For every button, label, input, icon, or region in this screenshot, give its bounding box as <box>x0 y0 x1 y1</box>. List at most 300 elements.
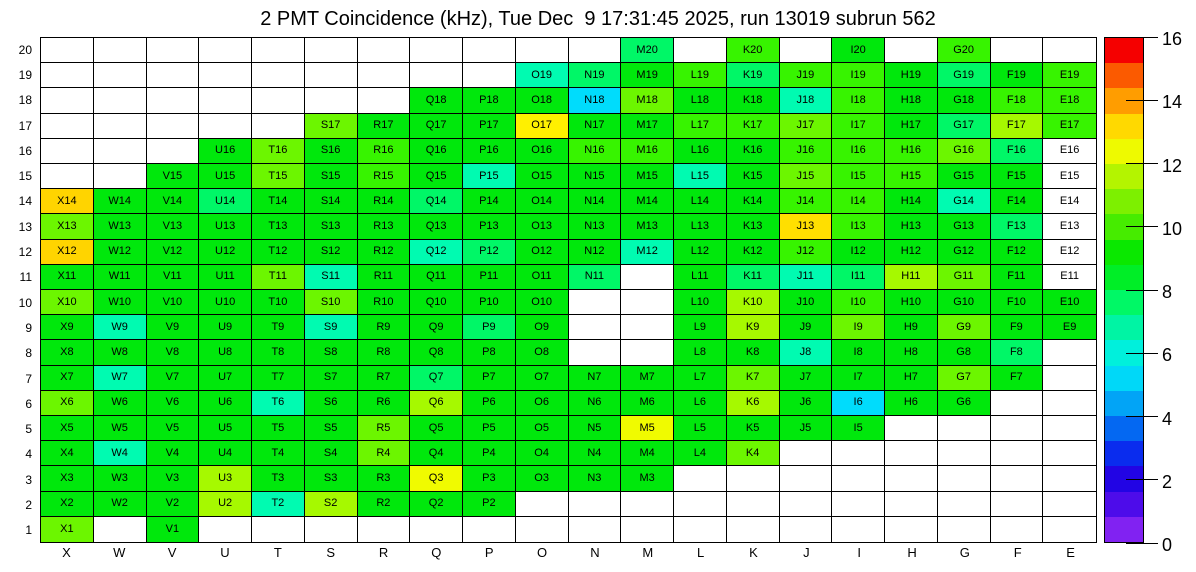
cell-empty-W17 <box>94 114 147 139</box>
cell-R9: R9 <box>358 315 411 340</box>
cell-U2: U2 <box>199 492 252 517</box>
cell-empty-I1 <box>832 517 885 542</box>
cell-empty-V16 <box>147 139 200 164</box>
cell-empty-T20 <box>252 38 305 63</box>
cell-W4: W4 <box>94 441 147 466</box>
cell-G14: G14 <box>938 189 991 214</box>
cell-P3: P3 <box>463 466 516 491</box>
cell-V11: V11 <box>147 265 200 290</box>
cell-X12: X12 <box>41 240 94 265</box>
cell-empty-H4 <box>885 441 938 466</box>
cell-T13: T13 <box>252 214 305 239</box>
cell-S6: S6 <box>305 391 358 416</box>
cell-O7: O7 <box>516 366 569 391</box>
chart-title: 2 PMT Coincidence (kHz), Tue Dec 9 17:31:45 2025, run 13019 subrun 562 <box>260 8 936 30</box>
cell-J19: J19 <box>780 63 833 88</box>
cell-K9: K9 <box>727 315 780 340</box>
cell-I10: I10 <box>832 290 885 315</box>
cell-M6: M6 <box>621 391 674 416</box>
cell-I19: I19 <box>832 63 885 88</box>
y-axis-label-4: 4 <box>25 447 32 462</box>
y-axis-label-13: 13 <box>18 219 32 234</box>
cell-R2: R2 <box>358 492 411 517</box>
cell-empty-N2 <box>569 492 622 517</box>
cell-O14: O14 <box>516 189 569 214</box>
cell-H9: H9 <box>885 315 938 340</box>
cell-P13: P13 <box>463 214 516 239</box>
x-axis-label-J: J <box>803 545 810 560</box>
colorbar-tick-14 <box>1126 100 1158 101</box>
cell-L14: L14 <box>674 189 727 214</box>
cell-empty-X18 <box>41 88 94 113</box>
cell-empty-W19 <box>94 63 147 88</box>
cell-empty-F6 <box>991 391 1044 416</box>
cell-S2: S2 <box>305 492 358 517</box>
cell-X6: X6 <box>41 391 94 416</box>
cell-empty-E4 <box>1043 441 1096 466</box>
colorbar-band-3 <box>1105 441 1143 466</box>
y-axis-label-2: 2 <box>25 498 32 513</box>
cell-J6: J6 <box>780 391 833 416</box>
cell-Q17: Q17 <box>410 114 463 139</box>
cell-U8: U8 <box>199 340 252 365</box>
cell-K5: K5 <box>727 416 780 441</box>
cell-J18: J18 <box>780 88 833 113</box>
cell-empty-L1 <box>674 517 727 542</box>
cell-X9: X9 <box>41 315 94 340</box>
cell-O15: O15 <box>516 164 569 189</box>
cell-T5: T5 <box>252 416 305 441</box>
x-axis-label-P: P <box>484 545 494 560</box>
cell-L5: L5 <box>674 416 727 441</box>
y-axis-label-18: 18 <box>18 93 32 108</box>
cell-empty-J3 <box>780 466 833 491</box>
cell-empty-H20 <box>885 38 938 63</box>
x-axis-label-T: T <box>273 545 282 560</box>
cell-K17: K17 <box>727 114 780 139</box>
colorbar-tick-label-14: 14 <box>1162 92 1183 113</box>
colorbar-tick-label-8: 8 <box>1162 282 1173 302</box>
cell-L11: L11 <box>674 265 727 290</box>
cell-T2: T2 <box>252 492 305 517</box>
cell-empty-R20 <box>358 38 411 63</box>
x-axis-label-V: V <box>167 545 177 560</box>
cell-empty-H2 <box>885 492 938 517</box>
y-axis-label-10: 10 <box>18 295 32 310</box>
cell-R13: R13 <box>358 214 411 239</box>
colorbar-tick-4 <box>1126 416 1158 417</box>
cell-N18: N18 <box>569 88 622 113</box>
colorbar-band-14 <box>1105 164 1143 189</box>
cell-E16: E16 <box>1043 139 1096 164</box>
cell-H17: H17 <box>885 114 938 139</box>
cell-empty-F4 <box>991 441 1044 466</box>
cell-F16: F16 <box>991 139 1044 164</box>
cell-empty-U20 <box>199 38 252 63</box>
cell-W8: W8 <box>94 340 147 365</box>
cell-I7: I7 <box>832 366 885 391</box>
cell-U5: U5 <box>199 416 252 441</box>
cell-P8: P8 <box>463 340 516 365</box>
cell-S9: S9 <box>305 315 358 340</box>
cell-empty-Q1 <box>410 517 463 542</box>
cell-empty-X20 <box>41 38 94 63</box>
cell-S11: S11 <box>305 265 358 290</box>
cell-U15: U15 <box>199 164 252 189</box>
cell-T9: T9 <box>252 315 305 340</box>
cell-L18: L18 <box>674 88 727 113</box>
cell-M17: M17 <box>621 114 674 139</box>
x-axis-label-R: R <box>378 545 389 560</box>
colorbar-tick-10 <box>1126 226 1158 227</box>
cell-empty-G2 <box>938 492 991 517</box>
cell-empty-E20 <box>1043 38 1096 63</box>
cell-H15: H15 <box>885 164 938 189</box>
cell-H14: H14 <box>885 189 938 214</box>
colorbar-band-13 <box>1105 189 1143 214</box>
cell-H8: H8 <box>885 340 938 365</box>
cell-empty-X17 <box>41 114 94 139</box>
cell-empty-M8 <box>621 340 674 365</box>
cell-empty-F1 <box>991 517 1044 542</box>
cell-F18: F18 <box>991 88 1044 113</box>
cell-empty-I3 <box>832 466 885 491</box>
cell-X14: X14 <box>41 189 94 214</box>
cell-W14: W14 <box>94 189 147 214</box>
cell-I8: I8 <box>832 340 885 365</box>
cell-G16: G16 <box>938 139 991 164</box>
cell-K6: K6 <box>727 391 780 416</box>
colorbar-tick-6 <box>1126 353 1158 354</box>
cell-empty-R19 <box>358 63 411 88</box>
cell-I12: I12 <box>832 240 885 265</box>
cell-empty-E8 <box>1043 340 1096 365</box>
cell-O11: O11 <box>516 265 569 290</box>
cell-Q4: Q4 <box>410 441 463 466</box>
cell-K10: K10 <box>727 290 780 315</box>
cell-G18: G18 <box>938 88 991 113</box>
x-axis-label-L: L <box>697 545 705 560</box>
cell-L10: L10 <box>674 290 727 315</box>
cell-T4: T4 <box>252 441 305 466</box>
cell-Q16: Q16 <box>410 139 463 164</box>
cell-I11: I11 <box>832 265 885 290</box>
cell-S8: S8 <box>305 340 358 365</box>
cell-E12: E12 <box>1043 240 1096 265</box>
cell-G12: G12 <box>938 240 991 265</box>
cell-S7: S7 <box>305 366 358 391</box>
cell-L8: L8 <box>674 340 727 365</box>
cell-N7: N7 <box>569 366 622 391</box>
cell-empty-O1 <box>516 517 569 542</box>
cell-J10: J10 <box>780 290 833 315</box>
cell-S16: S16 <box>305 139 358 164</box>
cell-J17: J17 <box>780 114 833 139</box>
cell-P15: P15 <box>463 164 516 189</box>
cell-V14: V14 <box>147 189 200 214</box>
colorbar-band-4 <box>1105 416 1143 441</box>
x-axis-label-E: E <box>1066 545 1075 560</box>
x-axis-label-Q: Q <box>431 545 442 560</box>
cell-H12: H12 <box>885 240 938 265</box>
cell-P4: P4 <box>463 441 516 466</box>
cell-P11: P11 <box>463 265 516 290</box>
cell-W13: W13 <box>94 214 147 239</box>
cell-Q7: Q7 <box>410 366 463 391</box>
cell-R15: R15 <box>358 164 411 189</box>
cell-empty-H1 <box>885 517 938 542</box>
cell-K16: K16 <box>727 139 780 164</box>
cell-M5: M5 <box>621 416 674 441</box>
cell-F9: F9 <box>991 315 1044 340</box>
cell-G6: G6 <box>938 391 991 416</box>
cell-empty-E2 <box>1043 492 1096 517</box>
cell-N4: N4 <box>569 441 622 466</box>
cell-K18: K18 <box>727 88 780 113</box>
cell-V6: V6 <box>147 391 200 416</box>
cell-I16: I16 <box>832 139 885 164</box>
cell-empty-F2 <box>991 492 1044 517</box>
cell-P9: P9 <box>463 315 516 340</box>
colorbar-band-15 <box>1105 139 1143 164</box>
cell-empty-M1 <box>621 517 674 542</box>
colorbar-tick-label-16: 16 <box>1162 29 1183 49</box>
cell-U4: U4 <box>199 441 252 466</box>
y-axis-label-8: 8 <box>25 346 32 361</box>
cell-O8: O8 <box>516 340 569 365</box>
y-axis-label-7: 7 <box>25 371 32 386</box>
cell-empty-W15 <box>94 164 147 189</box>
plot-frame <box>40 37 1097 543</box>
cell-J13: J13 <box>780 214 833 239</box>
cell-X8: X8 <box>41 340 94 365</box>
cell-W10: W10 <box>94 290 147 315</box>
cell-J14: J14 <box>780 189 833 214</box>
cell-I13: I13 <box>832 214 885 239</box>
cell-U9: U9 <box>199 315 252 340</box>
cell-X4: X4 <box>41 441 94 466</box>
cell-M13: M13 <box>621 214 674 239</box>
cell-empty-W20 <box>94 38 147 63</box>
cell-F13: F13 <box>991 214 1044 239</box>
cell-H19: H19 <box>885 63 938 88</box>
colorbar-tick-label-4: 4 <box>1162 408 1173 429</box>
cell-Q10: Q10 <box>410 290 463 315</box>
cell-Q8: Q8 <box>410 340 463 365</box>
colorbar-band-9 <box>1105 290 1143 315</box>
cell-U12: U12 <box>199 240 252 265</box>
cell-U16: U16 <box>199 139 252 164</box>
cell-V8: V8 <box>147 340 200 365</box>
cell-F10: F10 <box>991 290 1044 315</box>
cell-empty-R18 <box>358 88 411 113</box>
colorbar-tick-16 <box>1126 37 1158 38</box>
cell-empty-G1 <box>938 517 991 542</box>
cell-U7: U7 <box>199 366 252 391</box>
cell-empty-K1 <box>727 517 780 542</box>
plot-grid <box>41 38 1096 542</box>
cell-empty-W16 <box>94 139 147 164</box>
colorbar-band-11 <box>1105 240 1143 265</box>
y-axis-label-5: 5 <box>25 422 32 437</box>
cell-M12: M12 <box>621 240 674 265</box>
cell-P16: P16 <box>463 139 516 164</box>
x-axis-label-O: O <box>537 545 548 560</box>
cell-U14: U14 <box>199 189 252 214</box>
cell-empty-L3 <box>674 466 727 491</box>
cell-E15: E15 <box>1043 164 1096 189</box>
cell-empty-O2 <box>516 492 569 517</box>
cell-P12: P12 <box>463 240 516 265</box>
cell-empty-V20 <box>147 38 200 63</box>
cell-empty-F3 <box>991 466 1044 491</box>
cell-G11: G11 <box>938 265 991 290</box>
cell-K12: K12 <box>727 240 780 265</box>
cell-J11: J11 <box>780 265 833 290</box>
cell-empty-J1 <box>780 517 833 542</box>
colorbar-tick-8 <box>1126 290 1158 291</box>
y-axis-label-9: 9 <box>25 320 32 335</box>
cell-empty-N9 <box>569 315 622 340</box>
cell-F11: F11 <box>991 265 1044 290</box>
cell-N16: N16 <box>569 139 622 164</box>
cell-T12: T12 <box>252 240 305 265</box>
cell-empty-J4 <box>780 441 833 466</box>
x-axis-label-I: I <box>857 545 861 560</box>
cell-H11: H11 <box>885 265 938 290</box>
colorbar-tick-2 <box>1126 479 1158 480</box>
cell-F8: F8 <box>991 340 1044 365</box>
y-axis-label-1: 1 <box>25 523 32 538</box>
cell-W12: W12 <box>94 240 147 265</box>
cell-I15: I15 <box>832 164 885 189</box>
cell-empty-H3 <box>885 466 938 491</box>
cell-L13: L13 <box>674 214 727 239</box>
cell-L6: L6 <box>674 391 727 416</box>
cell-R12: R12 <box>358 240 411 265</box>
cell-T7: T7 <box>252 366 305 391</box>
cell-empty-S19 <box>305 63 358 88</box>
cell-G9: G9 <box>938 315 991 340</box>
cell-V7: V7 <box>147 366 200 391</box>
cell-empty-S18 <box>305 88 358 113</box>
cell-V9: V9 <box>147 315 200 340</box>
cell-T11: T11 <box>252 265 305 290</box>
y-axis-label-15: 15 <box>18 169 32 184</box>
cell-M7: M7 <box>621 366 674 391</box>
cell-O13: O13 <box>516 214 569 239</box>
cell-empty-E7 <box>1043 366 1096 391</box>
cell-E10: E10 <box>1043 290 1096 315</box>
cell-L4: L4 <box>674 441 727 466</box>
cell-empty-V17 <box>147 114 200 139</box>
cell-R17: R17 <box>358 114 411 139</box>
cell-empty-T1 <box>252 517 305 542</box>
cell-J15: J15 <box>780 164 833 189</box>
cell-empty-M11 <box>621 265 674 290</box>
cell-E14: E14 <box>1043 189 1096 214</box>
cell-empty-N8 <box>569 340 622 365</box>
cell-R3: R3 <box>358 466 411 491</box>
colorbar-tick-12 <box>1126 163 1158 164</box>
x-axis-label-N: N <box>590 545 600 560</box>
x-axis-label-W: W <box>113 545 126 560</box>
cell-N11: N11 <box>569 265 622 290</box>
y-axis-label-19: 19 <box>18 67 32 82</box>
cell-L7: L7 <box>674 366 727 391</box>
cell-O12: O12 <box>516 240 569 265</box>
cell-T3: T3 <box>252 466 305 491</box>
cell-Q14: Q14 <box>410 189 463 214</box>
cell-empty-I2 <box>832 492 885 517</box>
colorbar-band-19 <box>1105 38 1143 63</box>
cell-X1: X1 <box>41 517 94 542</box>
cell-empty-X19 <box>41 63 94 88</box>
cell-empty-T18 <box>252 88 305 113</box>
cell-empty-U1 <box>199 517 252 542</box>
cell-empty-X15 <box>41 164 94 189</box>
cell-empty-F20 <box>991 38 1044 63</box>
cell-P17: P17 <box>463 114 516 139</box>
x-axis-label-U: U <box>220 545 230 560</box>
cell-empty-G4 <box>938 441 991 466</box>
cell-L15: L15 <box>674 164 727 189</box>
cell-R16: R16 <box>358 139 411 164</box>
cell-S15: S15 <box>305 164 358 189</box>
cell-S10: S10 <box>305 290 358 315</box>
cell-P2: P2 <box>463 492 516 517</box>
cell-J7: J7 <box>780 366 833 391</box>
cell-Q3: Q3 <box>410 466 463 491</box>
cell-empty-M10 <box>621 290 674 315</box>
colorbar-tick-label-12: 12 <box>1162 155 1183 176</box>
cell-T15: T15 <box>252 164 305 189</box>
cell-I20: I20 <box>832 38 885 63</box>
cell-L17: L17 <box>674 114 727 139</box>
cell-N13: N13 <box>569 214 622 239</box>
cell-empty-E5 <box>1043 416 1096 441</box>
cell-empty-J20 <box>780 38 833 63</box>
cell-K7: K7 <box>727 366 780 391</box>
cell-M19: M19 <box>621 63 674 88</box>
cell-V4: V4 <box>147 441 200 466</box>
cell-Q13: Q13 <box>410 214 463 239</box>
colorbar-tick-label-0: 0 <box>1162 535 1173 555</box>
cell-empty-X16 <box>41 139 94 164</box>
cell-G13: G13 <box>938 214 991 239</box>
cell-I18: I18 <box>832 88 885 113</box>
cell-I9: I9 <box>832 315 885 340</box>
cell-W7: W7 <box>94 366 147 391</box>
colorbar-band-8 <box>1105 315 1143 340</box>
cell-F7: F7 <box>991 366 1044 391</box>
cell-empty-G3 <box>938 466 991 491</box>
cell-Q12: Q12 <box>410 240 463 265</box>
x-axis-label-M: M <box>642 545 654 560</box>
cell-M18: M18 <box>621 88 674 113</box>
cell-empty-E6 <box>1043 391 1096 416</box>
cell-R5: R5 <box>358 416 411 441</box>
cell-V13: V13 <box>147 214 200 239</box>
cell-O19: O19 <box>516 63 569 88</box>
colorbar-band-0 <box>1105 517 1143 542</box>
cell-T6: T6 <box>252 391 305 416</box>
cell-L12: L12 <box>674 240 727 265</box>
cell-S5: S5 <box>305 416 358 441</box>
cell-Q15: Q15 <box>410 164 463 189</box>
cell-W2: W2 <box>94 492 147 517</box>
y-axis-label-14: 14 <box>18 194 32 209</box>
